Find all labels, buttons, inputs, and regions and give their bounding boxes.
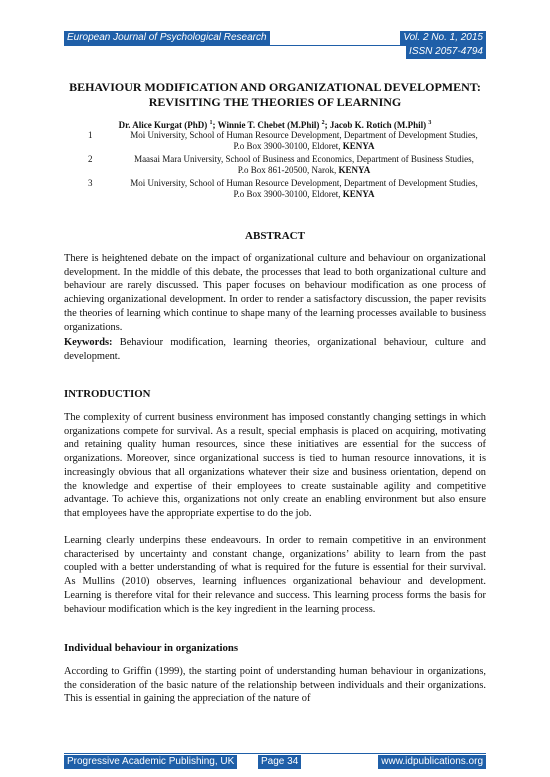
affiliation-2 <box>64 154 486 176</box>
author-3: Jacob K. Rotich (M.Phil) <box>329 120 427 130</box>
footer-page-number: Page 34 <box>258 755 301 769</box>
subsection-heading: Individual behaviour in organizations <box>64 642 239 654</box>
affiliation-text: Moi University, School of Human Resource Development, Department of Development Studies, P.o Box 3900-30100, Eldoret, <box>130 178 478 199</box>
affiliation-number: 1 <box>88 130 93 140</box>
intro-paragraph-1: The complexity of current business environment has imposed constantly changing settings in which organizations compete for survival. As a result, special emphasis is placed on acquiring, motivating and retaining quality human resources, since these initiatives are essential for the success of organizations. Moreover, since organizational success is tied to human resource innovations, it is increasingly obvious that all organizations whatever their size and business orientation, depend on the knowledge and expertise of their employees to create sustainable agility and competitive advantage. To achieve this, organizations not only create an enabling environment but also ensure that employees have the appropriate expertise to do the job. <box>64 412 486 519</box>
author-1: Dr. Alice Kurgat (PhD) <box>118 120 208 130</box>
issn: ISSN 2057-4794 <box>406 45 486 59</box>
paper-title <box>64 80 486 110</box>
affiliation-number: 2 <box>88 154 93 164</box>
affiliation-1 <box>64 130 486 152</box>
author-2-sup: 2 <box>321 120 325 126</box>
author-1-sup: 1 <box>209 120 213 126</box>
intro-paragraph-2: Learning clearly underpins these endeavours. In order to remain competitive in an environment characterised by uncertainty and constant change, organizations’ ability to learn from the past coupled with a better understanding of what is required for the future is essential for their survival. As Mullins (2010) observes, learning influences organizational behaviour and development. Learning is therefore vital for their relevance and success. This learning process forms the basis for behaviour modification which is the key ingredient in the learning process. <box>64 535 486 615</box>
affiliation-number: 3 <box>88 178 93 188</box>
header-rule <box>64 45 486 46</box>
affiliation-text: Maasai Mara University, School of Business and Economics, Department of Business Studies, P.o Box 861-20500, Narok, <box>134 154 474 175</box>
abstract-text: There is heightened debate on the impact of organizational culture and behaviour on organizational development. In the middle of this debate, the processes that lead to both organizational culture and behaviour are rarely discussed. This paper focuses on behaviour modification as one process of achieving organizational development. In order to render a satisfactory discussion, the paper revisits the theories of learning which continue to shape many of the learning processes available to business organizations. <box>64 253 486 333</box>
footer-rule <box>64 753 486 754</box>
journal-name: European Journal of Psychological Research <box>64 31 270 45</box>
volume-info: Vol. 2 No. 1, 2015 <box>400 31 486 45</box>
affiliation-text: Moi University, School of Human Resource Development, Department of Development Studies, P.o Box 3900-30100, Eldoret, <box>130 130 478 151</box>
author-list: Dr. Alice Kurgat (PhD) $^1$; Winnie T. Chebet (M.Phil) $^2$; Jacob K. Rotich (M.Phil) $^3$ <box>118 120 432 130</box>
affiliation-country: KENYA <box>342 189 375 199</box>
keywords-text: Behaviour modification, learning theories, organizational behaviour, culture and development. <box>64 337 486 362</box>
author-3-sup: 3 <box>428 120 432 126</box>
subsection-paragraph-1: According to Griffin (1999), the starting point of understanding human behaviour in organizations, the consideration of the basic nature of the relationship between individuals and their organizations. This is essential in gaining the appreciation of the nature of <box>64 666 486 705</box>
affiliation-3 <box>64 178 486 200</box>
title-line-2: REVISITING THE THEORIES OF LEARNING <box>148 95 402 109</box>
keywords <box>64 336 486 363</box>
abstract-heading: ABSTRACT <box>245 230 305 242</box>
footer-website[interactable]: www.idpublications.org <box>378 755 486 769</box>
keywords-label: Keywords: <box>64 337 113 348</box>
affiliation-country: KENYA <box>342 141 375 151</box>
title-line-1: BEHAVIOUR MODIFICATION AND ORGANIZATIONAL DEVELOPMENT: <box>69 80 481 94</box>
introduction-heading: INTRODUCTION <box>64 388 151 400</box>
footer-publisher: Progressive Academic Publishing, UK <box>64 755 237 769</box>
author-2: Winnie T. Chebet (M.Phil) <box>217 120 320 130</box>
affiliation-country: KENYA <box>338 165 371 175</box>
